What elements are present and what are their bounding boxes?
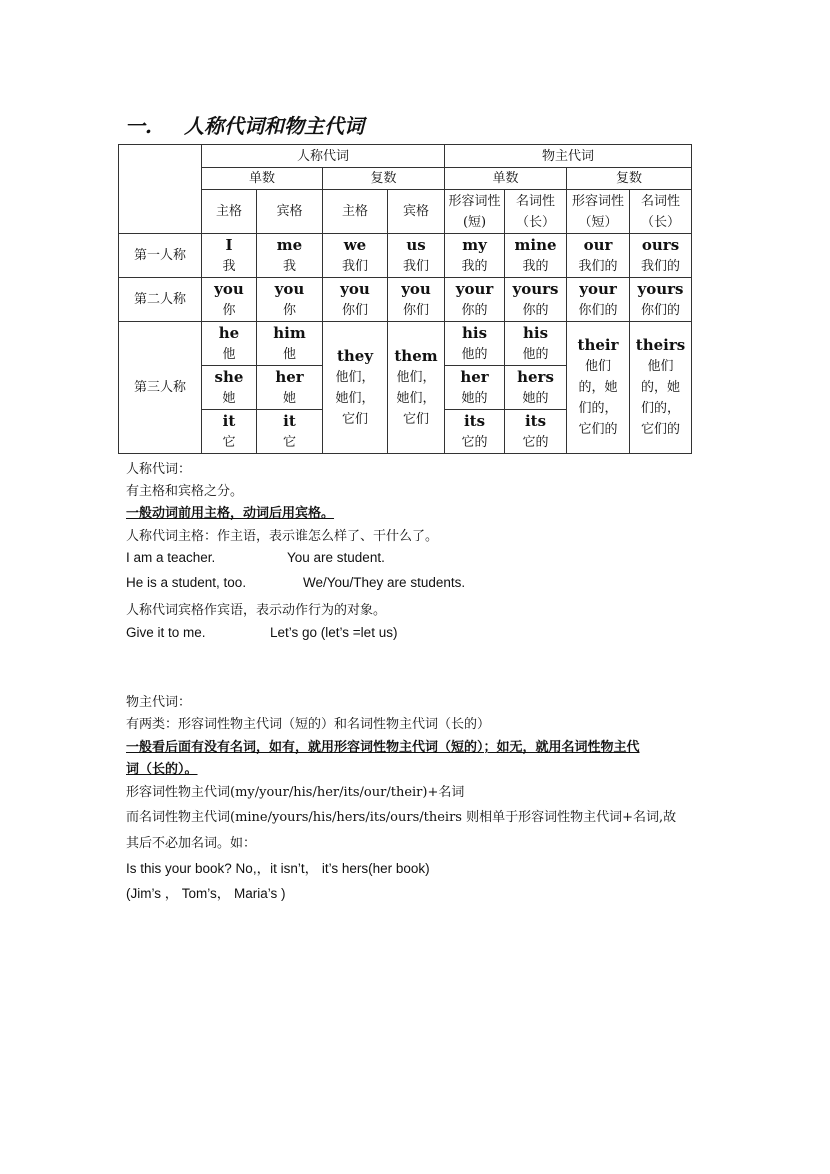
pronoun-english: my <box>462 235 487 254</box>
note-line: 形容词性物主代词(my/your/his/her/its/our/their)+名词 <box>126 785 465 800</box>
pronoun-english: them <box>394 346 438 365</box>
pronoun-english: him <box>273 323 306 342</box>
note-line: 人称代词： <box>126 462 192 477</box>
pronoun-chinese: 他的 <box>461 346 488 362</box>
pronoun-english: ours <box>641 235 680 254</box>
pronoun-cell <box>630 278 692 322</box>
group-header: 人称代词 <box>202 145 445 168</box>
pronoun-english: mine <box>514 235 557 254</box>
note-line: 人称代词宾格作宾语，表示动作行为的对象。 <box>126 603 387 618</box>
case-header-text: 宾格 <box>276 204 303 219</box>
case-header <box>388 190 445 234</box>
pronoun-english: you <box>274 279 305 298</box>
note-line: Is this your book? No,，it isn’t， it’s hers(her book) <box>126 861 430 876</box>
pronoun-english: us <box>406 235 426 254</box>
case-header <box>445 190 505 234</box>
pronoun-chinese: 们的， <box>641 401 681 416</box>
pronoun-chinese: 你们的 <box>641 302 681 318</box>
pronoun-english: her <box>275 367 304 386</box>
pronoun-cell <box>445 410 505 454</box>
pronoun-chinese: 它们 <box>403 411 430 427</box>
case-header-text: 形容词性(短) <box>448 193 501 230</box>
note-line: Give it to me. <box>126 625 206 640</box>
note-line: 一般动词前用主格，动词后用宾格。 <box>126 506 335 521</box>
number-header: 复数 <box>323 168 445 190</box>
note-example: We/You/They are students. <box>303 575 466 590</box>
note-example: You are student. <box>287 550 385 565</box>
pronoun-chinese: 的，她 <box>641 380 681 395</box>
pronoun-cell <box>388 234 445 278</box>
pronoun-chinese: 她的 <box>522 390 549 406</box>
person-label: 第一人称 <box>119 234 202 278</box>
pronoun-chinese: 我们的 <box>641 258 681 274</box>
pronoun-cell <box>445 234 505 278</box>
pronoun-chinese: 我 <box>222 258 236 274</box>
pronoun-cell <box>445 278 505 322</box>
case-header-text: 名词性（长） <box>641 193 681 230</box>
pronoun-chinese: 你的 <box>461 302 488 318</box>
pronoun-chinese: 它们的 <box>578 422 618 437</box>
pronoun-cell <box>257 278 323 322</box>
group-header: 物主代词 <box>445 145 692 168</box>
pronoun-chinese: 她们， <box>335 390 375 406</box>
case-header-text: 名词性（长） <box>516 193 556 230</box>
note-line: 其后不必加名词。如： <box>126 836 257 851</box>
case-header-text: 主格 <box>215 204 242 219</box>
pronoun-english: you <box>340 279 370 298</box>
note-line: 一般看后面有没有名词，如有，就用形容词性物主代词（短的）；如无，就用名词性物主代 <box>126 740 640 755</box>
pronoun-cell <box>202 366 257 410</box>
pronoun-cell <box>323 234 388 278</box>
pronoun-cell <box>445 366 505 410</box>
pronoun-chinese: 她的 <box>461 390 488 406</box>
pronoun-cell <box>202 322 257 366</box>
pronoun-chinese: 他们 <box>647 359 674 374</box>
pronoun-cell <box>202 410 257 454</box>
pronoun-english: you <box>214 279 244 298</box>
person-label: 第二人称 <box>119 278 202 322</box>
pronoun-english: hers <box>517 367 554 386</box>
note-line: 有主格和宾格之分。 <box>126 484 244 499</box>
pronoun-cell <box>505 234 567 278</box>
pronoun-cell <box>505 410 567 454</box>
pronoun-chinese: 它们的 <box>641 422 681 437</box>
note-example: Let’s go (let’s =let us) <box>270 625 398 640</box>
pronoun-chinese: 你们 <box>341 302 368 318</box>
pronoun-cell <box>202 234 257 278</box>
case-header <box>630 190 692 234</box>
pronoun-chinese: 你的 <box>522 302 549 318</box>
case-header <box>567 190 630 234</box>
pronoun-cell <box>630 234 692 278</box>
case-header-text: 形容词性（短） <box>572 193 625 230</box>
pronoun-chinese: 我们 <box>403 258 430 274</box>
pronoun-cell <box>257 234 323 278</box>
pronoun-english: his <box>461 323 488 342</box>
pronoun-chinese: 们的， <box>578 401 618 416</box>
pronoun-cell-them <box>388 322 445 454</box>
section-title: 人称代词和物主代词 <box>184 114 364 138</box>
pronoun-chinese: 他们， <box>396 369 436 385</box>
pronoun-english: his <box>522 323 549 342</box>
pronoun-english: theirs <box>635 336 686 354</box>
pronoun-chinese: 我们 <box>341 258 368 274</box>
pronoun-chinese: 他 <box>222 346 236 362</box>
pronoun-english: your <box>455 279 494 298</box>
pronoun-cell <box>388 278 445 322</box>
pronoun-cell <box>567 234 630 278</box>
number-header: 单数 <box>202 168 323 190</box>
pronoun-english: I <box>225 235 233 254</box>
pronoun-chinese: 的，她 <box>578 380 618 395</box>
pronoun-chinese: 我的 <box>461 258 488 274</box>
pronoun-chinese: 它 <box>282 434 296 450</box>
pronoun-cell <box>505 278 567 322</box>
pronoun-chinese: 他们， <box>335 369 375 385</box>
pronoun-chinese: 他 <box>282 346 296 362</box>
pronoun-english: you <box>401 279 431 298</box>
pronoun-cell <box>202 278 257 322</box>
number-header: 单数 <box>445 168 567 190</box>
pronoun-chinese: 你们 <box>403 302 430 318</box>
pronoun-cell <box>323 278 388 322</box>
pronoun-chinese: 他的 <box>522 346 549 362</box>
table-row <box>119 234 692 278</box>
pronoun-chinese: 它们 <box>341 411 368 427</box>
pronoun-table <box>118 144 692 454</box>
pronoun-cell <box>445 322 505 366</box>
pronoun-chinese: 我的 <box>522 258 549 274</box>
corner-cell <box>119 145 202 234</box>
pronoun-english: it <box>283 411 296 430</box>
table-row <box>119 322 692 366</box>
table-row <box>119 278 692 322</box>
case-header <box>323 190 388 234</box>
person-label: 第三人称 <box>119 322 202 454</box>
pronoun-chinese: 它的 <box>461 434 488 450</box>
pronoun-chinese: 他们 <box>585 359 612 374</box>
pronoun-chinese: 它的 <box>522 434 549 450</box>
pronoun-english: yours <box>512 279 559 298</box>
pronoun-english: me <box>276 235 303 254</box>
pronoun-english: we <box>343 235 367 254</box>
note-line: 人称代词主格：作主语，表示谁怎么样了、干什么了。 <box>126 529 439 544</box>
pronoun-chinese: 你们的 <box>578 302 618 318</box>
pronoun-chinese: 你 <box>282 302 296 318</box>
pronoun-english: our <box>583 235 613 254</box>
pronoun-chinese: 她们， <box>396 390 436 406</box>
note-line: 词（长的）。 <box>126 762 198 777</box>
case-header-text: 主格 <box>341 204 368 219</box>
pronoun-chinese: 我们的 <box>578 258 618 274</box>
case-header <box>257 190 323 234</box>
case-header <box>202 190 257 234</box>
pronoun-cell <box>257 322 323 366</box>
pronoun-chinese: 你 <box>222 302 236 318</box>
note-line: 而名词性物主代词(mine/yours/his/hers/its/ours/theirs 则相单于形容词性物主代词+名词,故 <box>126 810 677 825</box>
section-number: 一. <box>125 114 152 138</box>
pronoun-english: their <box>577 336 619 354</box>
pronoun-cell-they <box>323 322 388 454</box>
pronoun-english: they <box>336 346 374 365</box>
case-header-text: 宾格 <box>403 204 430 219</box>
pronoun-english: its <box>524 411 547 430</box>
note-line: (Jim’s ， Tom’s， Maria’s ) <box>126 886 286 901</box>
pronoun-english: yours <box>637 279 684 298</box>
note-line: 物主代词： <box>126 695 192 710</box>
pronoun-cell-their <box>567 322 630 454</box>
pronoun-chinese: 我 <box>282 258 296 274</box>
pronoun-english: she <box>214 367 244 386</box>
pronoun-english: her <box>460 367 489 386</box>
pronoun-cell <box>505 366 567 410</box>
pronoun-chinese: 她 <box>222 390 236 406</box>
note-line: He is a student, too. <box>126 575 247 590</box>
pronoun-chinese: 它 <box>222 434 236 450</box>
pronoun-cell <box>505 322 567 366</box>
pronoun-cell-theirs <box>630 322 692 454</box>
number-header: 复数 <box>567 168 692 190</box>
note-line: 有两类：形容词性物主代词（短的）和名词性物主代词（长的） <box>126 717 491 732</box>
pronoun-cell <box>567 278 630 322</box>
note-line: I am a teacher. <box>126 550 216 565</box>
pronoun-english: its <box>463 411 486 430</box>
pronoun-cell <box>257 410 323 454</box>
pronoun-chinese: 她 <box>282 390 296 406</box>
pronoun-english: your <box>579 279 617 298</box>
case-header <box>505 190 567 234</box>
pronoun-english: it <box>222 411 236 430</box>
pronoun-english: he <box>218 323 240 342</box>
pronoun-cell <box>257 366 323 410</box>
